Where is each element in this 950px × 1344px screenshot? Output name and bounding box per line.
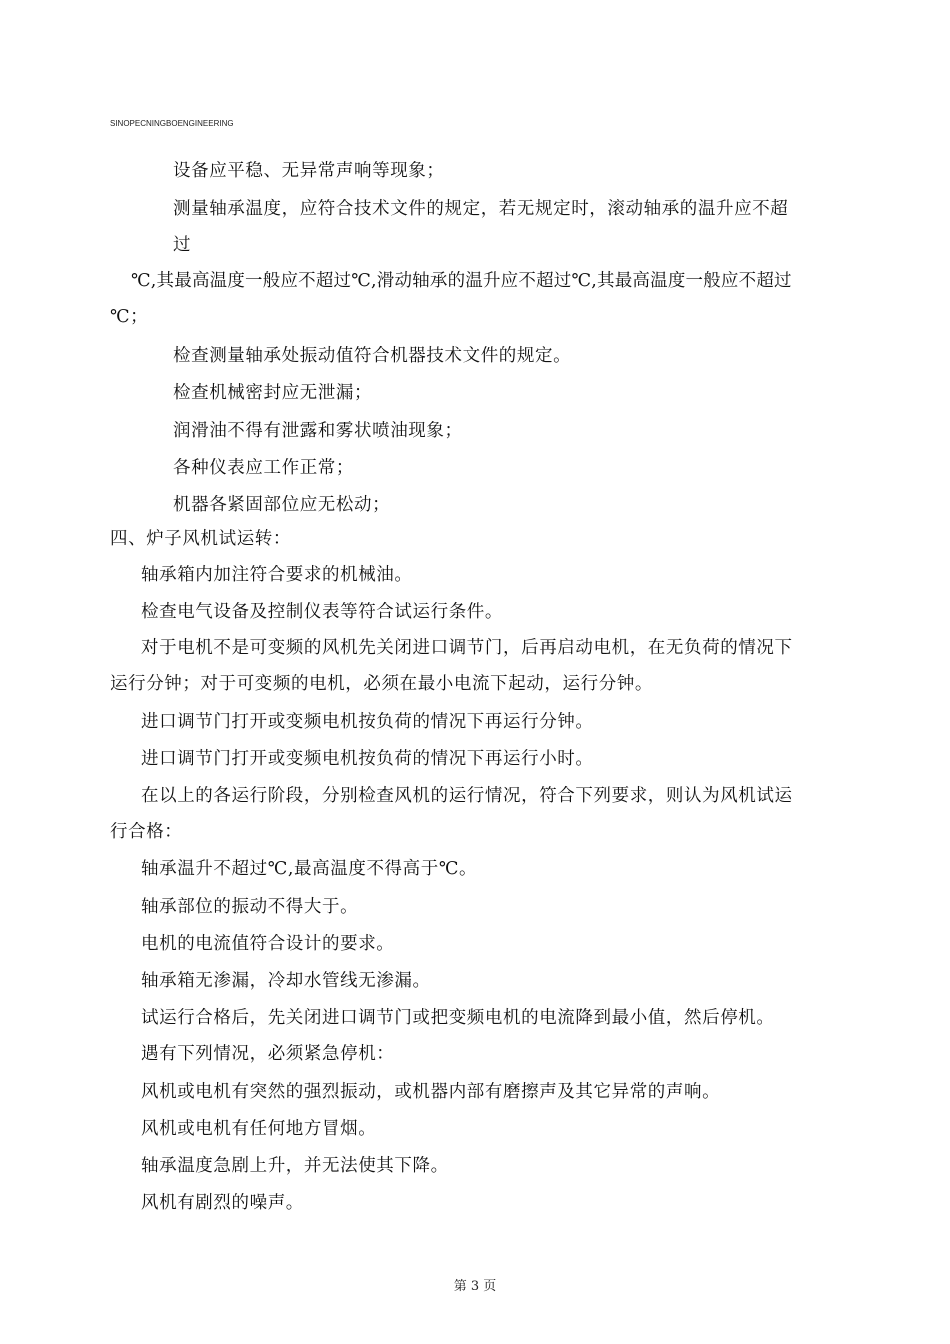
text-line: 对于电机不是可变频的风机先关闭进口调节门，后再启动电机，在无负荷的情况下 xyxy=(141,638,793,658)
text-line: 轴承温度急剧上升，并无法使其下降。 xyxy=(141,1156,449,1176)
text-line: ℃,其最高温度一般应不超过℃,滑动轴承的温升应不超过℃,其最高温度一般应不超过 xyxy=(131,271,792,291)
text-line: 检查机械密封应无泄漏； xyxy=(173,383,373,403)
text-line: 润滑油不得有泄露和雾状喷油现象； xyxy=(173,421,463,441)
text-line: 进口调节门打开或变频电机按负荷的情况下再运行分钟。 xyxy=(141,712,594,732)
text-line: 检查测量轴承处振动值符合机器技术文件的规定。 xyxy=(173,346,572,366)
text-line: 设备应平稳、无异常声响等现象； xyxy=(173,161,445,181)
text-line: 风机或电机有任何地方冒烟。 xyxy=(141,1119,377,1139)
text-line: 风机或电机有突然的强烈振动，或机器内部有磨擦声及其它异常的声响。 xyxy=(141,1082,721,1102)
text-line: 轴承部位的振动不得大于。 xyxy=(141,897,359,917)
text-line: 轴承温升不超过℃,最高温度不得高于℃。 xyxy=(141,859,478,879)
text-line: 运行分钟；对于可变频的电机，必须在最小电流下起动，运行分钟。 xyxy=(110,674,653,694)
text-line: ℃； xyxy=(110,307,149,327)
page-number: 第 3 页 xyxy=(453,1279,497,1294)
text-line: 机器各紧固部位应无松动； xyxy=(173,495,391,515)
text-line: 测量轴承温度，应符合技术文件的规定，若无规定时，滚动轴承的温升应不超 xyxy=(173,199,789,219)
text-line: 进口调节门打开或变频电机按负荷的情况下再运行小时。 xyxy=(141,749,594,769)
section-heading: 四、炉子风机试运转： xyxy=(110,529,291,549)
text-line: 轴承箱无渗漏，冷却水管线无渗漏。 xyxy=(141,971,431,991)
text-line: 过 xyxy=(173,235,192,255)
text-line: 试运行合格后，先关闭进口调节门或把变频电机的电流降到最小值，然后停机。 xyxy=(141,1008,775,1028)
text-line: 在以上的各运行阶段，分别检查风机的运行情况，符合下列要求，则认为风机试运 xyxy=(141,786,793,806)
text-line: 检查电气设备及控制仪表等符合试运行条件。 xyxy=(141,602,503,622)
text-line: 各种仪表应工作正常； xyxy=(173,458,354,478)
text-line: 遇有下列情况，必须紧急停机： xyxy=(141,1044,395,1064)
text-line: 风机有剧烈的噪声。 xyxy=(141,1193,304,1213)
text-line: 电机的电流值符合设计的要求。 xyxy=(141,934,395,954)
text-line: 轴承箱内加注符合要求的机械油。 xyxy=(141,565,413,585)
page-header: SINOPECNINGBOENGINEERING xyxy=(110,119,234,128)
text-line: 行合格： xyxy=(110,822,183,842)
